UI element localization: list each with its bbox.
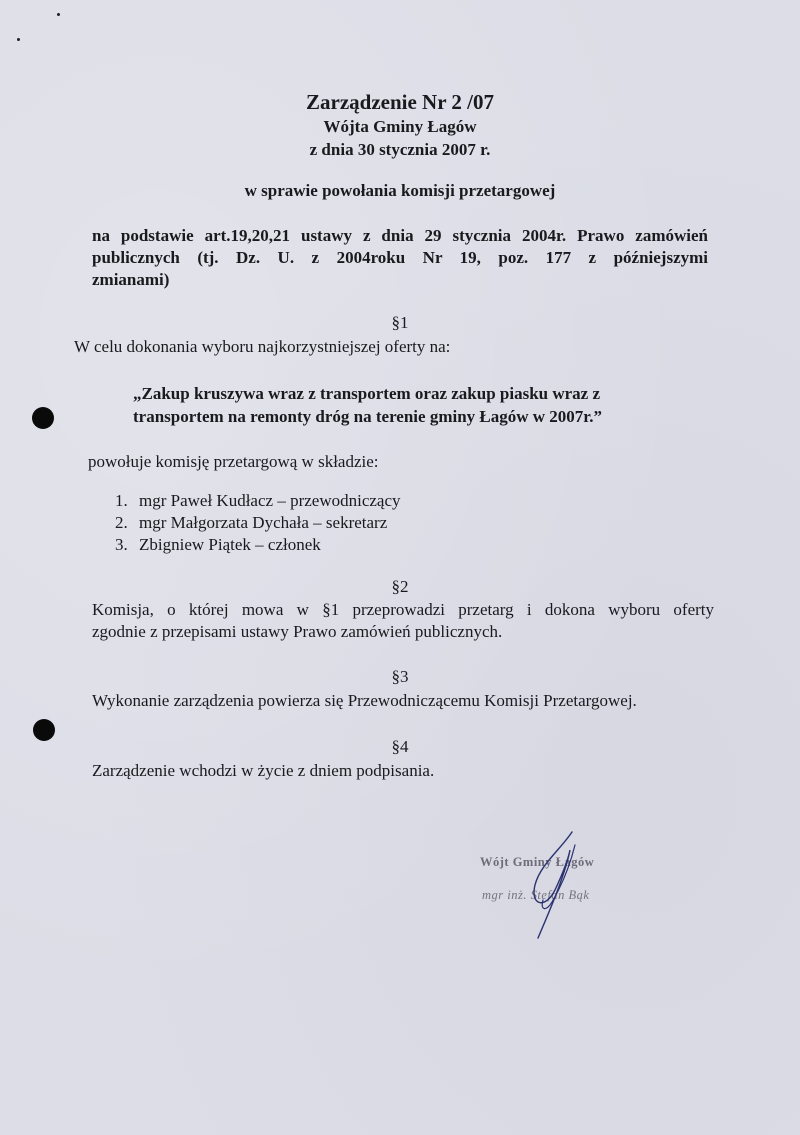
section-2-sign: §2 (391, 577, 409, 596)
quote-line: transportem na remonty dróg na terenie gminy Łagów w 2007r.” (133, 407, 603, 426)
legal-basis (92, 225, 708, 291)
quote-line: „Zakup kruszywa wraz z transportem oraz zakup piasku wraz z (133, 384, 601, 403)
list-number: 1. (115, 491, 128, 510)
section-4-sign: §4 (391, 737, 409, 756)
punch-hole (32, 407, 54, 429)
member-text: mgr Małgorzata Dychała – sekretarz (139, 513, 388, 532)
handwritten-signature (510, 830, 600, 940)
scan-speck (57, 13, 60, 16)
section-2-line: Komisja, o której mowa w §1 przeprowadzi przetarg i dokona wyboru oferty (92, 600, 714, 619)
committee-intro: powołuje komisję przetargową w składzie: (88, 452, 379, 471)
section-3-text: Wykonanie zarządzenia powierza się Przewodniczącemu Komisji Przetargowej. (92, 691, 637, 710)
section-4-text: Zarządzenie wchodzi w życie z dniem podpisania. (92, 761, 435, 780)
list-item (115, 534, 401, 556)
section-2-text (92, 599, 714, 643)
scan-speck (17, 38, 20, 41)
list-item (115, 490, 401, 512)
tender-subject-quote (133, 382, 693, 428)
section-3-sign: §3 (391, 667, 409, 686)
official-stamp-title: Wójt Gminy Łagów (480, 855, 595, 869)
official-stamp-name: mgr inż. Stefan Bąk (482, 888, 590, 902)
member-text: mgr Paweł Kudłacz – przewodniczący (139, 491, 401, 510)
section-1-intro: W celu dokonania wyboru najkorzystniejszej oferty na: (74, 337, 451, 356)
member-text: Zbigniew Piątek – członek (139, 535, 321, 554)
section-2-line: zgodnie z przepisami ustawy Prawo zamówień publicznych. (92, 622, 503, 641)
section-1-sign: §1 (391, 313, 409, 332)
document-title: Zarządzenie Nr 2 /07 (306, 90, 494, 114)
legal-basis-line: zmianami) (92, 270, 170, 289)
list-item (115, 512, 401, 534)
list-number: 3. (115, 535, 128, 554)
committee-members-list (115, 490, 401, 556)
legal-basis-line: na podstawie art.19,20,21 ustawy z dnia 29 stycznia 2004r. Prawo zamówień (92, 226, 708, 245)
document-date: z dnia 30 stycznia 2007 r. (309, 140, 491, 159)
legal-basis-line: publicznych (tj. Dz. U. z 2004roku Nr 19, poz. 177 z późniejszymi (92, 248, 708, 267)
list-number: 2. (115, 513, 128, 532)
document-issuer: Wójta Gminy Łagów (323, 117, 477, 136)
document-subject: w sprawie powołania komisji przetargowej (244, 181, 556, 200)
